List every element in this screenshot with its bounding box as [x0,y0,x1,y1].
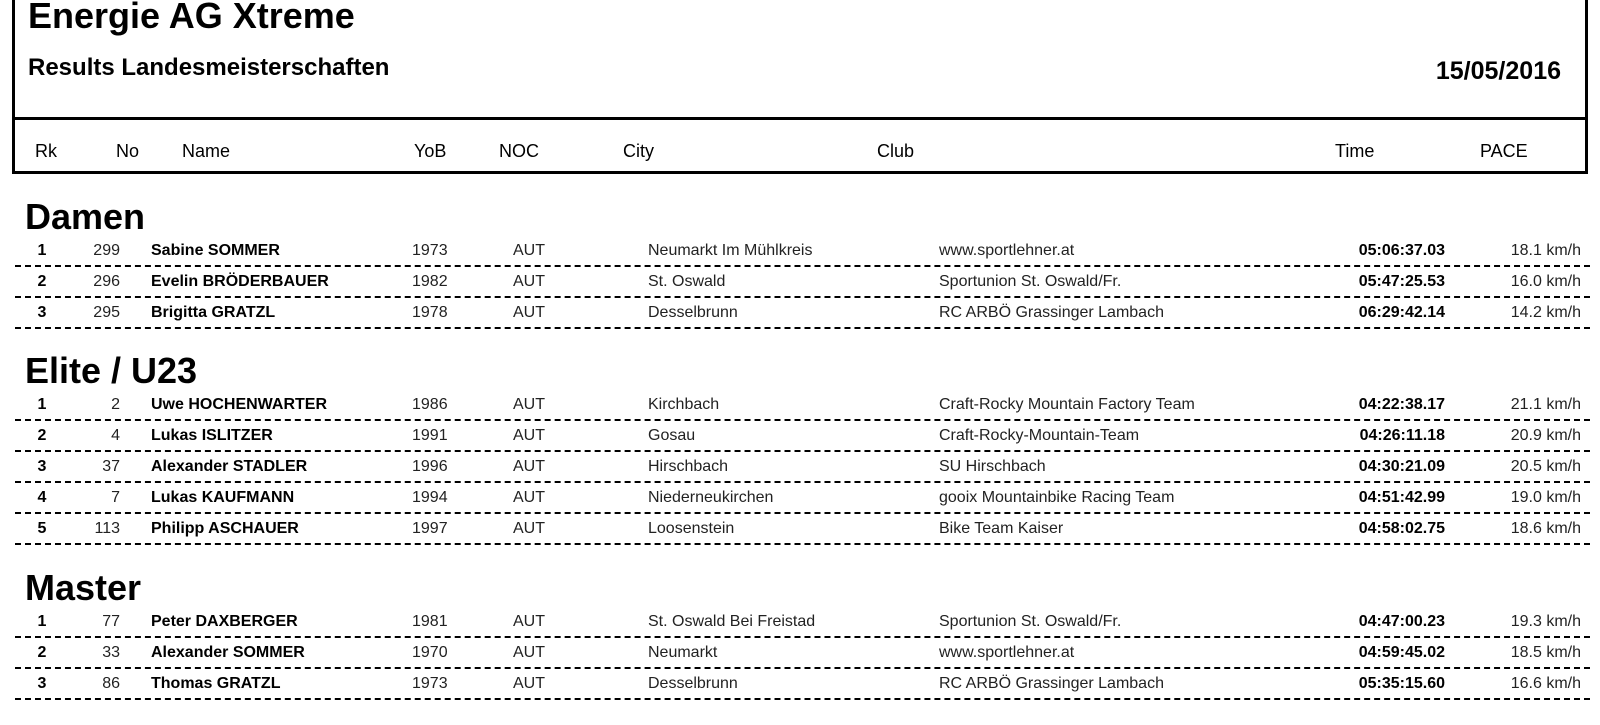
cell-name: Lukas KAUFMANN [151,489,295,506]
cell-rank: 3 [37,304,47,321]
cell-city: Niederneukirchen [648,489,774,506]
event-title: Energie AG Xtreme [28,0,355,36]
cell-club: Craft-Rocky-Mountain-Team [939,427,1140,444]
cell-noc: AUT [513,489,545,506]
cell-no: 299 [93,242,120,259]
cell-name: Evelin BRÖDERBAUER [151,273,329,290]
cell-noc: AUT [513,644,545,661]
cell-rank: 3 [37,675,47,692]
table-row [0,389,1600,420]
cell-no: 37 [102,458,120,475]
cell-rank: 2 [37,427,47,444]
cell-noc: AUT [513,242,545,259]
cell-city: Hirschbach [648,458,729,475]
cell-noc: AUT [513,675,545,692]
cell-pace: 16.6 km/h [1510,675,1581,692]
cell-city: Neumarkt Im Mühlkreis [648,242,813,259]
section-title: Elite / U23 [25,350,198,391]
table-row [0,668,1600,699]
cell-club: gooix Mountainbike Racing Team [939,489,1175,506]
event-date: 15/05/2016 [1435,57,1561,85]
cell-time: 04:30:21.09 [1358,458,1445,475]
cell-no: 7 [111,489,120,506]
cell-rank: 4 [37,489,47,506]
cell-rank: 3 [37,458,47,475]
column-header-city: City [623,141,654,161]
cell-noc: AUT [513,520,545,537]
cell-pace: 19.0 km/h [1510,489,1581,506]
cell-yob: 1996 [412,458,448,475]
cell-pace: 18.5 km/h [1510,644,1581,661]
cell-club: Craft-Rocky Mountain Factory Team [939,396,1195,413]
cell-city: Gosau [648,427,696,444]
section-title: Damen [25,196,146,237]
cell-city: St. Oswald Bei Freistad [648,613,816,630]
cell-yob: 1973 [412,242,448,259]
cell-yob: 1982 [412,273,448,290]
cell-time: 05:35:15.60 [1358,675,1445,692]
cell-noc: AUT [513,396,545,413]
column-header-no: No [116,141,140,161]
cell-city: Desselbrunn [648,304,738,321]
cell-pace: 19.3 km/h [1510,613,1581,630]
table-row [0,420,1600,451]
cell-time: 04:59:45.02 [1358,644,1445,661]
cell-name: Peter DAXBERGER [151,613,298,630]
cell-no: 86 [102,675,120,692]
cell-pace: 20.5 km/h [1510,458,1581,475]
cell-yob: 1986 [412,396,448,413]
cell-rank: 1 [37,613,47,630]
column-header-name: Name [182,141,231,161]
cell-rank: 5 [37,520,47,537]
cell-time: 04:51:42.99 [1358,489,1445,506]
column-header-yob: YoB [414,141,447,161]
table-row [0,637,1600,668]
results-header [12,0,1588,174]
cell-no: 295 [93,304,120,321]
column-header-pace: PACE [1480,141,1528,161]
table-row [0,451,1600,482]
cell-club: RC ARBÖ Grassinger Lambach [939,304,1164,321]
cell-noc: AUT [513,304,545,321]
cell-time: 04:26:11.18 [1359,427,1445,444]
cell-club: www.sportlehner.at [939,644,1075,661]
cell-rank: 2 [37,273,47,290]
cell-yob: 1991 [412,427,448,444]
table-row [0,235,1600,266]
cell-club: www.sportlehner.at [939,242,1075,259]
cell-time: 05:47:25.53 [1358,273,1445,290]
cell-name: Alexander SOMMER [151,644,305,661]
table-row [0,297,1600,328]
cell-yob: 1978 [412,304,448,321]
table-row [0,482,1600,513]
cell-club: RC ARBÖ Grassinger Lambach [939,675,1164,692]
cell-pace: 18.1 km/h [1510,242,1581,259]
row-separator [15,543,1590,545]
cell-rank: 1 [37,396,47,413]
table-row [0,606,1600,637]
cell-yob: 1994 [412,489,448,506]
column-header-time: Time [1335,141,1375,161]
cell-name: Uwe HOCHENWARTER [151,396,328,413]
cell-club: SU Hirschbach [939,458,1046,475]
cell-pace: 20.9 km/h [1510,427,1581,444]
cell-yob: 1973 [412,675,448,692]
cell-rank: 2 [37,644,47,661]
cell-name: Lukas ISLITZER [151,427,273,444]
cell-yob: 1970 [412,644,448,661]
cell-time: 05:06:37.03 [1358,242,1445,259]
results-subtitle: Results Landesmeisterschaften [28,54,390,81]
table-row [0,266,1600,297]
cell-name: Sabine SOMMER [151,242,280,259]
cell-city: Neumarkt [648,644,718,661]
column-header-noc: NOC [499,141,539,161]
cell-time: 04:58:02.75 [1358,520,1445,537]
cell-no: 4 [111,427,120,444]
cell-name: Brigitta GRATZL [151,304,276,321]
cell-time: 04:22:38.17 [1358,396,1445,413]
cell-no: 296 [93,273,120,290]
row-separator [15,327,1590,329]
cell-noc: AUT [513,458,545,475]
cell-club: Bike Team Kaiser [939,520,1064,537]
cell-no: 77 [102,613,120,630]
cell-noc: AUT [513,273,545,290]
cell-name: Alexander STADLER [151,458,308,475]
cell-city: Loosenstein [648,520,735,537]
cell-yob: 1981 [412,613,448,630]
cell-name: Thomas GRATZL [151,675,281,692]
cell-city: St. Oswald [648,273,726,290]
column-header-club: Club [877,141,915,161]
cell-time: 04:47:00.23 [1358,613,1445,630]
column-header-rank: Rk [35,141,57,161]
cell-noc: AUT [513,427,545,444]
cell-no: 33 [102,644,120,661]
cell-name: Philipp ASCHAUER [151,520,299,537]
cell-pace: 14.2 km/h [1510,304,1581,321]
cell-no: 113 [94,520,120,537]
cell-pace: 18.6 km/h [1510,520,1581,537]
section-title: Master [25,567,142,608]
cell-yob: 1997 [412,520,448,537]
cell-no: 2 [111,396,120,413]
cell-club: Sportunion St. Oswald/Fr. [939,273,1122,290]
header-divider [15,117,1585,120]
cell-city: Desselbrunn [648,675,738,692]
cell-pace: 16.0 km/h [1510,273,1581,290]
cell-city: Kirchbach [648,396,720,413]
table-row [0,513,1600,544]
cell-club: Sportunion St. Oswald/Fr. [939,613,1122,630]
cell-pace: 21.1 km/h [1510,396,1581,413]
cell-noc: AUT [513,613,545,630]
cell-rank: 1 [37,242,47,259]
row-separator [15,698,1590,700]
cell-time: 06:29:42.14 [1358,304,1445,321]
